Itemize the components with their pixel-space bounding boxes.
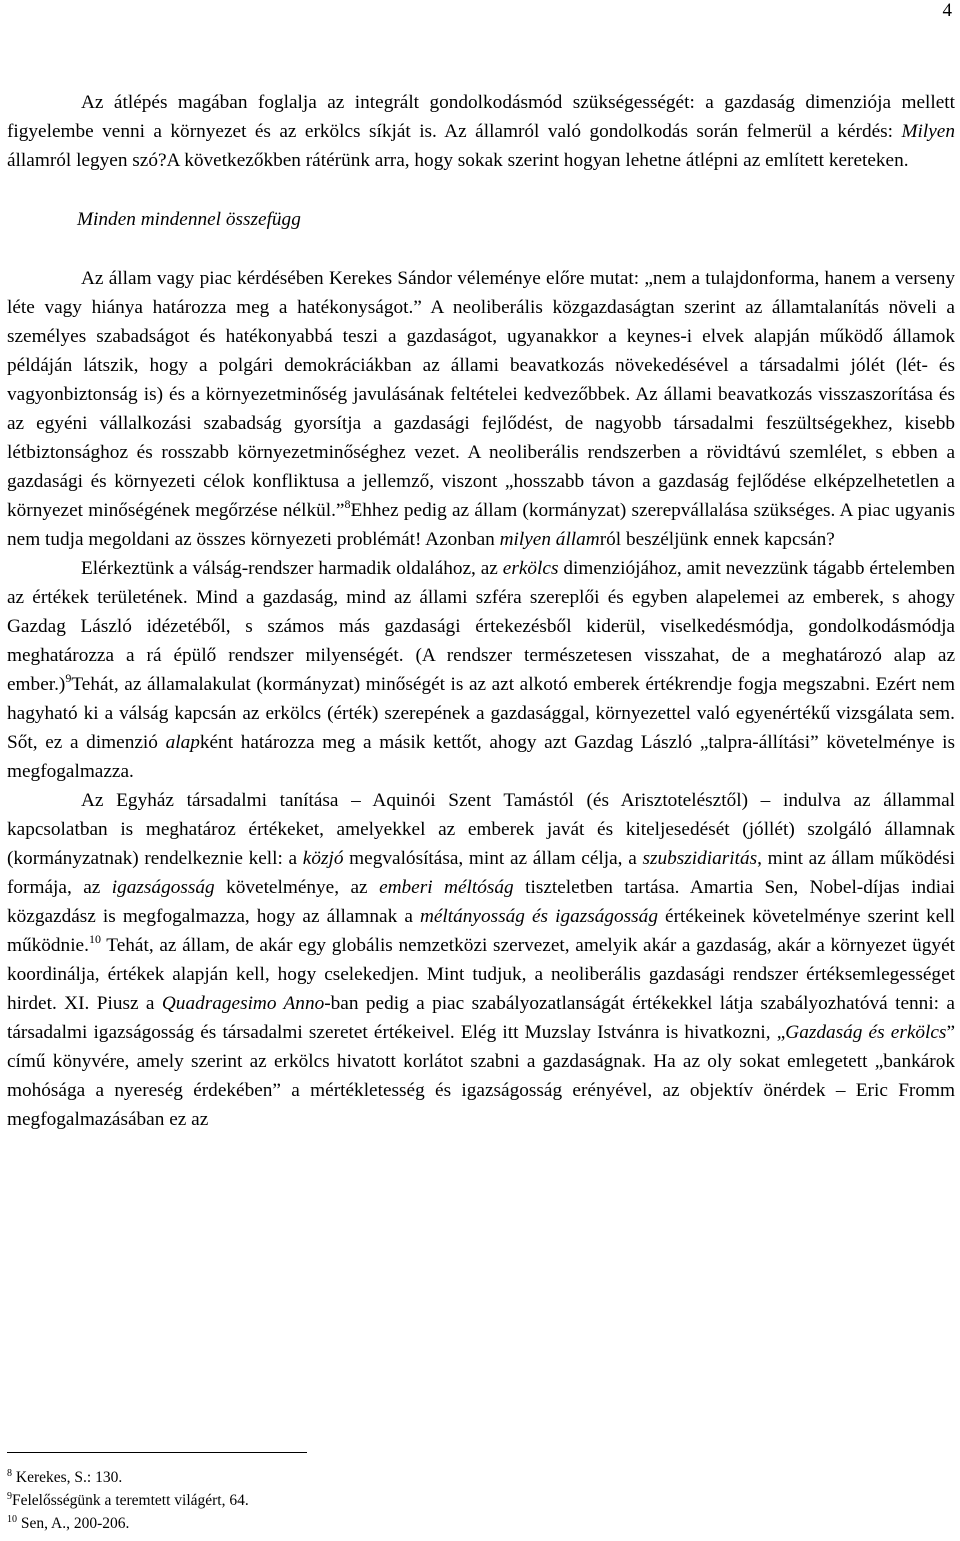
text-span: -ban pedig a piac szabályozatlanságát értékekkel látja szabályozhatóvá tenni: a társadalmi igazságosság és társadalmi szeretet értékeivel. Elég itt Muzslay Istvánra is hivatkozni, „	[7, 993, 955, 1043]
text-span: megvalósítása, mint az állam célja, a	[343, 848, 643, 869]
paragraph-2	[7, 264, 955, 554]
text-span: Az Egyház társadalmi tanítása – Aquinói Szent Tamástól (és Arisztotelésztől) – indulva az állammal kapcsolatban is meghatároz értékeket, amelyekkel az emberek javát és kiteljesedését (jóllét) szolgáló államnak (kormányzatnak) rendelkeznie kell: a	[7, 790, 955, 869]
emphasis: méltányosság és igazságosság	[419, 906, 658, 927]
footnote-10	[7, 1512, 249, 1535]
text-span: ” című könyvére, amely szerint az erkölcs hivatott korlátot szabni a gazdaságnak. Ha az oly sokat emlegetett „bankárok mohósága a nyereség érdekében” a mértékletesség és igazságosság erényével, az objektív önérdek – Eric Fromm megfogalmazásában ez az	[7, 1022, 956, 1130]
footnote-number: 9	[7, 1491, 12, 1502]
emphasis: Milyen	[901, 121, 955, 142]
text-span: követelménye, az	[214, 877, 380, 898]
text-span: Tehát, az állam, de akár egy globális nemzetközi szervezet, amelyik akár a gazdaság, akár a környezet ügyét koordinálja, értékek alapján kell, hogy cselekedjen. Mint tudjuk, a neoliberális gazdasági rendszer értéksemlegességet hirdet. XI. Piusz a	[7, 935, 955, 1014]
emphasis: milyen állam	[499, 529, 600, 550]
paragraph-1	[7, 88, 955, 175]
text-span: Elérkeztünk a válság-rendszer harmadik oldalához, az	[81, 558, 503, 579]
section-heading: Minden mindennel összefügg	[77, 209, 301, 230]
text-span: Tehát, az államalakulat (kormányzat) minőségét is az azt alkotó emberek értékrendje fogja megszabni. Ezért nem hagyható ki a válság kapcsán az erkölcs (érték) szerepének a gazdasággal, környezettel való egyenértékű vizsgálata sem. Sőt, ez a dimenzió	[7, 674, 955, 753]
body-text	[7, 88, 955, 1134]
emphasis: szubszidiaritás	[642, 848, 758, 869]
footnote-number: 8	[7, 1468, 12, 1479]
emphasis: emberi méltóság	[379, 877, 514, 898]
paragraph-4	[7, 786, 955, 1134]
text-span: , mint az állam működési formája, az	[7, 848, 955, 898]
footnote-9	[7, 1489, 249, 1512]
emphasis: Quadragesimo Anno	[161, 993, 325, 1014]
footnote-ref: 10	[88, 932, 101, 946]
emphasis: igazságosság	[111, 877, 215, 898]
paragraph-3	[7, 554, 955, 786]
emphasis: alap	[165, 732, 200, 753]
text-span: államról legyen szó?A következőkben rátérünk arra, hogy sokak szerint hogyan lehetne átlépni az említett kereteken.	[7, 150, 909, 171]
text-span: értékeinek követelménye szerint kell működnie.	[7, 906, 955, 956]
text-span: Az átlépés magában foglalja az integrált gondolkodásmód szükségességét: a gazdaság dimenziója mellett figyelembe venni a környezet és az erkölcs síkját is. Az államról való gondolkodás során felmerül a kérdés:	[7, 92, 955, 142]
footnote-text: Kerekes, S.: 130.	[12, 1469, 123, 1486]
emphasis: Gazdaság és erkölcs	[785, 1022, 947, 1043]
footnote-divider	[7, 1452, 307, 1453]
text-span: Az állam vagy piac kérdésében Kerekes Sándor véleménye előre mutat: „nem a tulajdonforma, hanem a verseny léte vagy hiánya határozza meg a hatékonyságot.” A neoliberális közgazdaságtan szerint az államtalanítás növeli a személyes szabadságot és hatékonyabbá teszi a gazdaságot, ugyanakkor a keynes-i elvek alapján működő államok példáján látszik, hogy a polgári demokráciákban az állami beavatkozás növekedésével a társadalmi jólét (lét- és vagyonbiztonság is) és a környezetminőség javulásának feltételei kedvezőbbek. Az állami beavatkozás visszaszorítása és az egyéni vállalkozási szabadság gyorsítja a gazdasági fejlődést, de nagyobb társadalmi feszültségekhez, kisebb létbiztonsághoz és rosszabb környezetminőséghez vezet. A neoliberális rendszerben a rövidtávú szemlélet, s ebben a gazdasági és környezeti célok konfliktusa a jellemző, viszont „hosszabb távon a gazdaság fejlődése elképzelhetetlen a környezet minőségének megőrzése nélkül.”	[7, 268, 955, 521]
footnote-8	[7, 1466, 249, 1489]
footnote-text: Sen, A., 200-206.	[17, 1515, 130, 1532]
emphasis: erkölcs	[502, 558, 559, 579]
footnotes	[7, 1466, 249, 1535]
text-span: Ehhez pedig az állam (kormányzat) szerepvállalása szükséges. A piac ugyanis nem tudja megoldani az összes környezeti problémát! Azonban	[7, 500, 956, 550]
page-number: 4	[942, 0, 952, 21]
footnote-number: 10	[7, 1514, 17, 1525]
text-span: ként határozza meg a másik kettőt, ahogy azt Gazdag László „talpra-állítási” követelménye is megfogalmazza.	[7, 732, 955, 782]
text-span: ról beszéljünk ennek kapcsán?	[599, 529, 835, 550]
emphasis: közjó	[302, 848, 344, 869]
footnote-ref: 8	[344, 497, 351, 511]
footnote-ref: 9	[65, 671, 72, 685]
footnote-text: Felelősségünk a teremtett világért, 64.	[12, 1492, 249, 1509]
text-span: tiszteletben tartása. Amartia Sen, Nobel-díjas indiai közgazdász is megfogalmazza, hogy az államnak a	[7, 877, 955, 927]
text-span: dimenziójához, amit nevezzünk tágabb értelemben az értékek területének. Mind a gazdaság, mind az állami szféra szereplői és egyben alapelemei az emberek, s ahogy Gazdag László idézetéből, s számos más gazdasági értekezésből kiderül, viselkedésmódja, gondolkodásmódja meghatározza a rá épülő rendszer milyenségét. (A rendszer természetesen visszahat, de a meghatározó alap az ember.)	[7, 558, 955, 695]
